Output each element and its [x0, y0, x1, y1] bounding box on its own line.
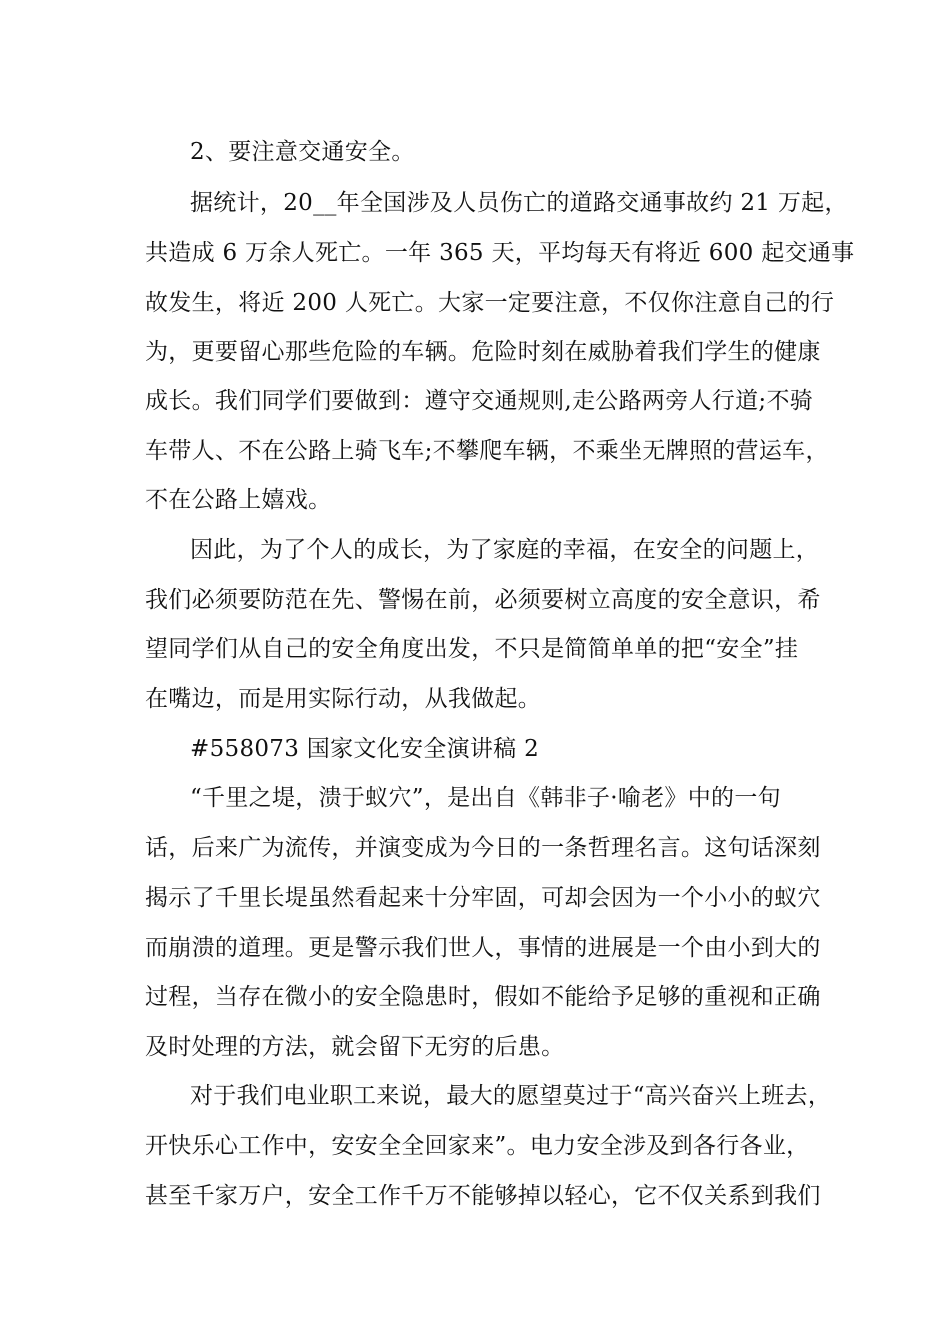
text-line: 甚至千家万户，安全工作千万不能够掉以轻心，它不仅关系到我们	[145, 1183, 821, 1209]
text-line: 车带人、不在公路上骑飞车;不攀爬车辆，不乘坐无牌照的营运车，	[145, 438, 829, 464]
text-line: 话，后来广为流传，并演变成为今日的一条哲理名言。这句话深刻	[145, 835, 821, 861]
text-line: 不在公路上嬉戏。	[145, 487, 332, 513]
text-line: 2、要注意交通安全。	[190, 139, 415, 165]
text-line: 为，更要留心那些危险的车辆。危险时刻在威胁着我们学生的健康	[145, 339, 821, 365]
text-line: 开快乐心工作中，安安全全回家来”。电力安全涉及到各行各业，	[145, 1133, 810, 1159]
text-line: 及时处理的方法，就会留下无穷的后患。	[145, 1034, 565, 1060]
text-line: 据统计，20__年全国涉及人员伤亡的道路交通事故约 21 万起，	[190, 190, 848, 216]
text-line: 我们必须要防范在先、警惕在前，必须要树立高度的安全意识，希	[145, 587, 821, 613]
text-line: 成长。我们同学们要做到：遵守交通规则,走公路两旁人行道;不骑	[145, 388, 814, 414]
text-line: 故发生，将近 200 人死亡。大家一定要注意，不仅你注意自己的行	[145, 290, 835, 316]
section-heading: #558073 国家文化安全演讲稿 2	[190, 736, 540, 762]
text-line: 在嘴边，而是用实际行动，从我做起。	[145, 686, 542, 712]
text-line: 过程，当存在微小的安全隐患时，假如不能给予足够的重视和正确	[145, 984, 821, 1010]
text-line: “千里之堤，溃于蚁穴”，是出自《韩非子·喻老》中的一句	[190, 785, 781, 811]
text-line: 望同学们从自己的安全角度出发，不只是简简单单的把“安全”挂	[145, 636, 799, 662]
text-line: 揭示了千里长堤虽然看起来十分牢固，可却会因为一个小小的蚁穴	[145, 885, 821, 911]
text-line: 而崩溃的道理。更是警示我们世人，事情的进展是一个由小到大的	[145, 935, 821, 961]
text-line: 因此，为了个人的成长，为了家庭的幸福，在安全的问题上，	[190, 537, 820, 563]
text-line: 对于我们电业职工来说，最大的愿望莫过于“高兴奋兴上班去，	[190, 1083, 832, 1109]
text-line: 共造成 6 万余人死亡。一年 365 天，平均每天有将近 600 起交通事	[145, 240, 855, 266]
